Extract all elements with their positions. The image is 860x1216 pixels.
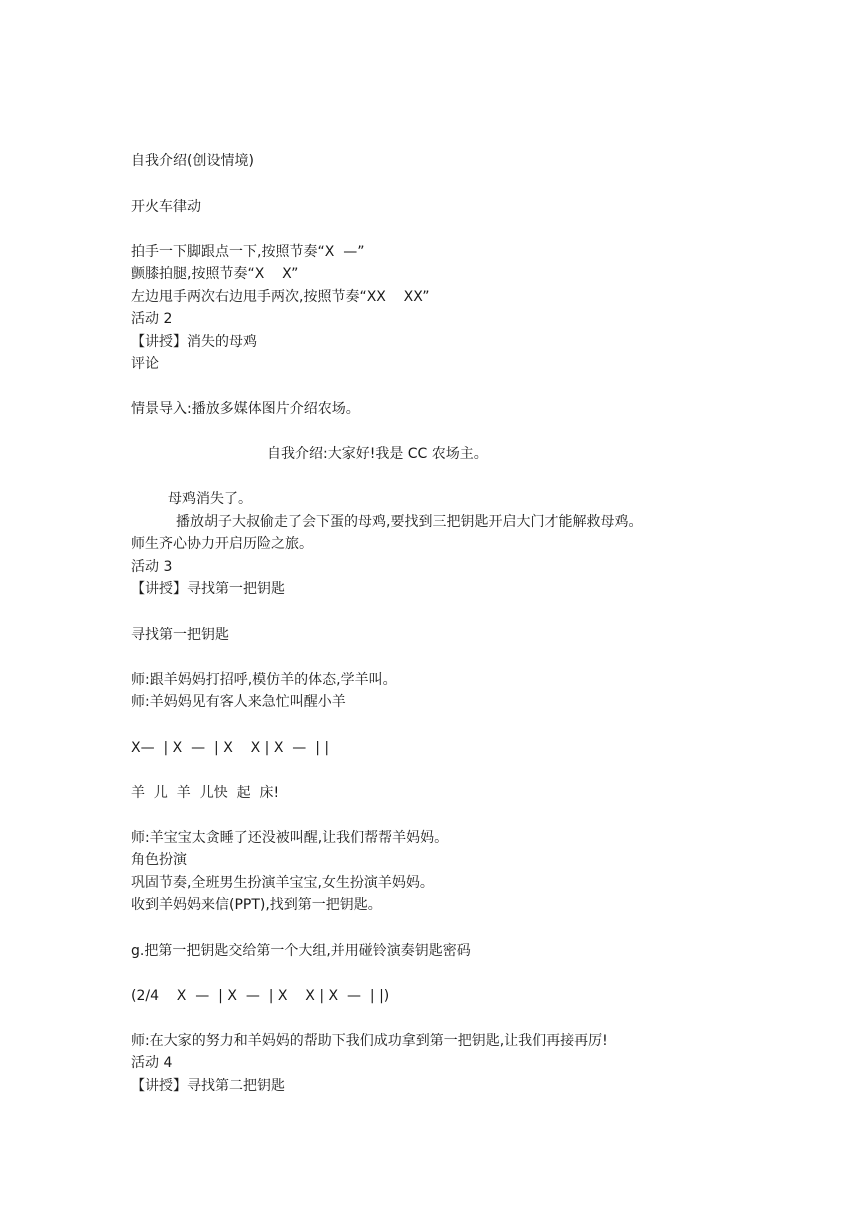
text-line: g.把第一把钥匙交给第一个大组,并用碰铃演奏钥匙密码 [131, 943, 471, 959]
text-line: 颤膝拍腿,按照节奏“X X” [131, 266, 299, 282]
text-line: 评论 [131, 356, 159, 372]
activity-label: 活动 2 [131, 311, 173, 327]
text-line: 师:羊宝宝太贪睡了还没被叫醒,让我们帮帮羊妈妈。 [131, 830, 449, 846]
lyrics-line: 羊 儿 羊 儿快 起 床! [131, 785, 280, 801]
section-heading: 【讲授】寻找第二把钥匙 [131, 1078, 285, 1094]
text-line: 师:羊妈妈见有客人来急忙叫醒小羊 [131, 694, 346, 710]
section-heading: 【讲授】消失的母鸡 [131, 334, 257, 350]
activity-label: 活动 4 [131, 1055, 173, 1071]
text-line: 寻找第一把钥匙 [131, 627, 229, 643]
activity-label: 活动 3 [131, 559, 173, 575]
indented-text-line: 播放胡子大叔偷走了会下蛋的母鸡,要找到三把钥匙开启大门才能解救母鸡。 [176, 514, 643, 530]
text-line: 情景导入:播放多媒体图片介绍农场。 [131, 401, 360, 417]
text-line: 师:在大家的努力和羊妈妈的帮助下我们成功拿到第一把钥匙,让我们再接再厉! [131, 1033, 608, 1049]
heading-train-rhythm: 开火车律动 [131, 199, 201, 215]
text-line: 师:跟羊妈妈打招呼,模仿羊的体态,学羊叫。 [131, 672, 397, 688]
text-line: 角色扮演 [131, 852, 187, 868]
centered-text-line: 自我介绍:大家好!我是 CC 农场主。 [267, 446, 488, 462]
rhythm-notation: (2/4 X — | X — | X X | X — | |) [131, 988, 390, 1004]
heading-self-intro: 自我介绍(创设情境) [131, 153, 254, 169]
rhythm-notation: X— | X — | X X | X — | | [131, 740, 330, 756]
text-line: 拍手一下脚跟点一下,按照节奏“X —” [131, 244, 365, 260]
text-line: 巩固节奏,全班男生扮演羊宝宝,女生扮演羊妈妈。 [131, 875, 434, 891]
indented-text-line: 母鸡消失了。 [168, 491, 252, 507]
text-line: 左边甩手两次右边甩手两次,按照节奏“XX XX” [131, 289, 430, 305]
section-heading: 【讲授】寻找第一把钥匙 [131, 581, 285, 597]
text-line: 收到羊妈妈来信(PPT),找到第一把钥匙。 [131, 897, 382, 913]
text-line: 师生齐心协力开启历险之旅。 [131, 536, 313, 552]
